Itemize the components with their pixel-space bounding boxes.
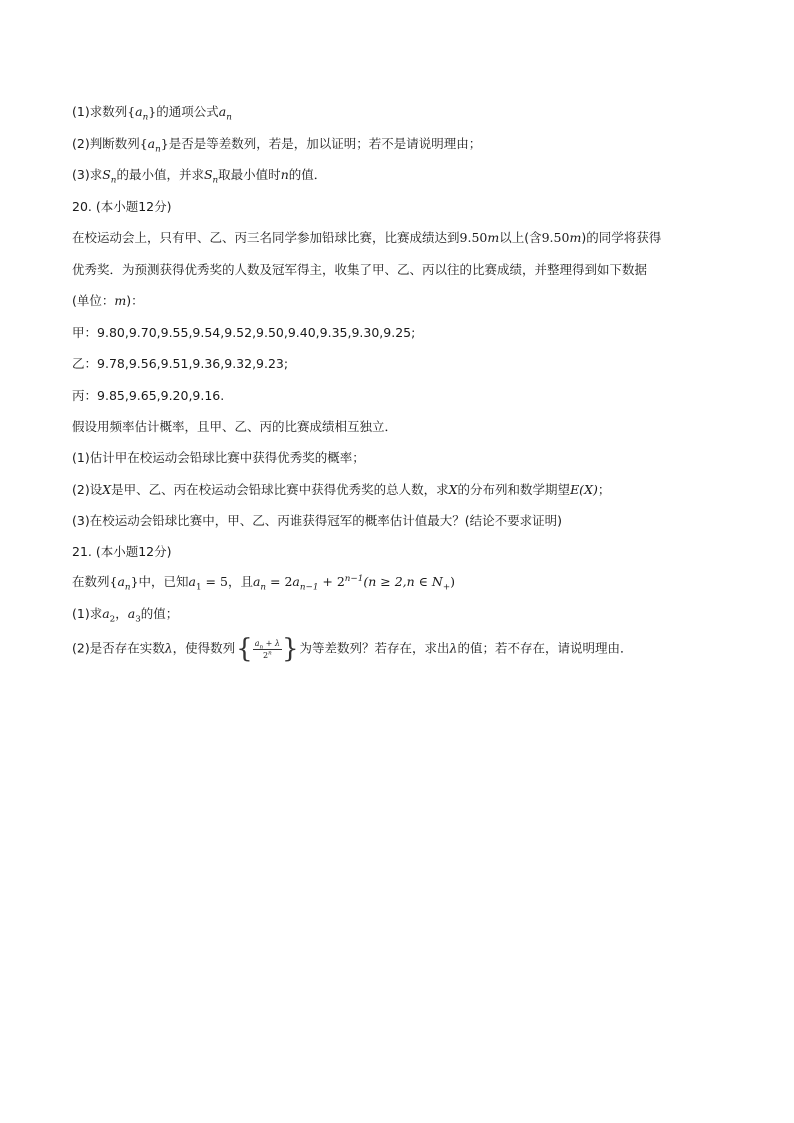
math-var: a xyxy=(102,606,110,621)
q20-data-yi xyxy=(72,355,734,373)
text: ； xyxy=(597,482,611,497)
math-sub: 2 xyxy=(109,614,116,625)
q19-part-3 xyxy=(72,166,734,184)
text: )： xyxy=(126,293,144,308)
text: (单位： xyxy=(72,293,115,308)
math-num: 2 xyxy=(262,650,269,660)
text: ， xyxy=(115,606,128,621)
brace-right: } xyxy=(130,574,139,589)
math-var: X xyxy=(448,482,458,497)
math-num: 9.50 xyxy=(459,230,488,245)
math-sub: n xyxy=(142,112,149,123)
text: 的值；若不存在，请说明理由． xyxy=(457,640,633,656)
sequence-fraction xyxy=(236,634,299,664)
text: 以上(含 xyxy=(499,230,542,245)
q21-part-1 xyxy=(72,605,734,623)
text: 为等差数列？若存在，求出 xyxy=(299,640,450,656)
math-var: a xyxy=(252,574,261,589)
text: (2)是否存在实数 xyxy=(72,640,165,656)
math-var: S xyxy=(203,167,213,182)
math-var: m xyxy=(569,230,582,245)
math-expr: = 2 xyxy=(266,574,293,589)
math-var: m xyxy=(114,293,127,308)
brace-left: { xyxy=(109,574,118,589)
brace-right: } xyxy=(160,136,169,151)
math-expr: ) xyxy=(450,574,456,589)
text: (3)求 xyxy=(72,167,103,182)
brace-right: } xyxy=(148,104,157,119)
text: (2)设 xyxy=(72,482,103,497)
math-sub: n xyxy=(212,175,219,186)
math-var: a xyxy=(147,136,156,151)
math-expr: + 2 xyxy=(318,574,345,589)
q19-part-2 xyxy=(72,135,734,153)
text: 的值； xyxy=(140,606,179,621)
math-sub: 1 xyxy=(195,582,202,593)
q20-data-bing xyxy=(72,387,734,405)
math-expr: + λ xyxy=(263,638,280,648)
text: 中，已知 xyxy=(138,574,189,589)
math-var: a xyxy=(254,638,260,648)
math-var: X xyxy=(102,482,112,497)
text: 是否是等差数列，若是，加以证明；若不是请说明理由； xyxy=(168,136,482,151)
text: 的最小值，并求 xyxy=(116,167,204,182)
text: ，且 xyxy=(227,574,253,589)
math-var: a xyxy=(135,104,143,119)
q20-intro-line-1 xyxy=(72,229,734,247)
brace-right: } xyxy=(281,634,299,664)
text: 是甲、乙、丙在校运动会铅球比赛中获得优秀奖的总人数，求 xyxy=(111,482,449,497)
math-sub: n xyxy=(259,644,264,651)
math-expr: = 5 xyxy=(201,574,228,589)
math-expr: E(X) xyxy=(570,482,598,497)
fraction-numerator xyxy=(253,638,282,650)
q20-part-3: (3)在校运动会铅球比赛中，甲、乙、丙谁获得冠军的概率估计值最大？(结论不要求证明) xyxy=(72,513,562,528)
math-sub: n xyxy=(110,175,117,186)
fraction xyxy=(253,638,282,661)
q20-intro-line-2: 优秀奖．为预测获得优秀奖的人数及冠军得主，收集了甲、乙、丙以往的比赛成绩，并整理得到如下数据 xyxy=(72,262,648,277)
math-var: m xyxy=(487,230,500,245)
text: (1)求 xyxy=(72,606,103,621)
q20-intro-line-3 xyxy=(72,292,734,310)
q20-part-2 xyxy=(72,481,734,499)
q20-data-jia xyxy=(72,324,734,342)
q21-header: 21. (本小题12分) xyxy=(72,544,172,559)
math-var: a xyxy=(188,574,196,589)
math-var: a xyxy=(117,574,125,589)
q20-part-1: (1)估计甲在校运动会铅球比赛中获得优秀奖的概率； xyxy=(72,450,365,465)
text: 在校运动会上，只有甲、乙、丙三名同学参加铅球比赛，比赛成绩达到 xyxy=(72,230,460,245)
math-expr: (n ≥ 2,n ∈ N xyxy=(363,574,443,589)
q21-given xyxy=(72,573,734,591)
math-sub: n−1 xyxy=(299,582,319,593)
text: 的分布列和数学期望 xyxy=(457,482,571,497)
fraction-denominator xyxy=(253,650,282,661)
math-var: λ xyxy=(449,640,458,656)
text: (2)判断数列 xyxy=(72,136,140,151)
math-sub: + xyxy=(442,582,451,593)
text: 的值． xyxy=(288,167,327,182)
data-values: 9.80,9.70,9.55,9.54,9.52,9.50,9.40,9.35,9.30,9.25; xyxy=(97,325,416,340)
brace-left: { xyxy=(139,136,148,151)
q21-part-2 xyxy=(72,634,734,664)
math-sup: n xyxy=(268,649,272,656)
text: (1)求数列 xyxy=(72,104,128,119)
math-var: λ xyxy=(164,640,173,656)
math-var: a xyxy=(218,104,227,119)
data-label: 丙： xyxy=(72,388,98,403)
brace-left: { xyxy=(127,104,136,119)
data-label: 乙： xyxy=(72,356,98,371)
text: )的同学将获得 xyxy=(581,230,662,245)
brace-left: { xyxy=(236,634,253,664)
text: ，使得数列 xyxy=(172,640,236,656)
math-var: S xyxy=(102,167,111,182)
math-sub: n xyxy=(155,144,161,155)
q20-header: 20. (本小题12分) xyxy=(72,199,172,214)
math-sub: n xyxy=(260,582,267,593)
q20-assumption: 假设用频率估计概率，且甲、乙、丙的比赛成绩相互独立． xyxy=(72,419,398,434)
text: 在数列 xyxy=(72,574,110,589)
data-label: 甲： xyxy=(72,325,98,340)
math-sup: n−1 xyxy=(344,573,364,584)
text: 的通项公式 xyxy=(156,104,219,119)
math-sub: n xyxy=(226,112,232,123)
q19-part-1 xyxy=(72,103,734,121)
data-values: 9.85,9.65,9.20,9.16. xyxy=(97,388,225,403)
data-values: 9.78,9.56,9.51,9.36,9.32,9.23; xyxy=(97,356,289,371)
math-sub: 3 xyxy=(135,614,141,625)
math-num: 9.50 xyxy=(541,230,570,245)
math-var: a xyxy=(292,574,300,589)
text: 取最小值时 xyxy=(218,167,281,182)
math-sub: n xyxy=(124,582,131,593)
math-var: n xyxy=(280,167,289,182)
math-var: a xyxy=(127,606,136,621)
